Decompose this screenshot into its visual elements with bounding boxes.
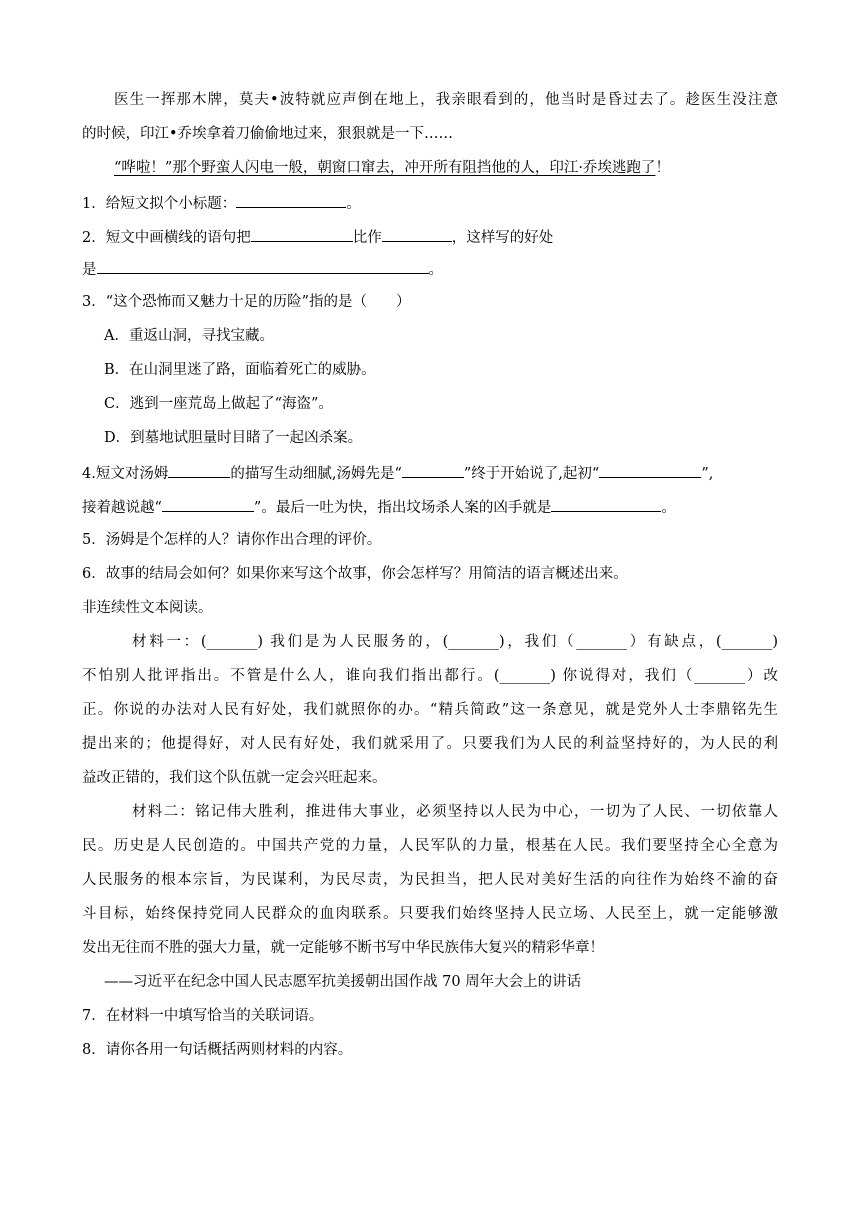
question-4-text-c: ”终于开始说了,起初“	[463, 466, 600, 482]
underlined-sentence: “哗啦！”那个野蛮人闪电一般，朝窗口窜去，冲开所有阻挡他的人，印江·乔埃逃跑了	[114, 160, 656, 176]
material-2-line-1: 材料二：铭记伟大胜利，推进伟大事业，必须坚持以人民为中心，一切为了人民、一切依靠人	[132, 804, 778, 820]
question-2-blank-3[interactable]	[97, 258, 429, 274]
question-2-blank-1[interactable]	[251, 226, 353, 242]
question-1-text: 1．给短文拟个小标题：	[82, 196, 237, 212]
material-1-line-3: 正。你说的办法对人民有好处，我们就照你的办。“精兵简政”这一条意见，就是党外人士李鼎铭先生	[82, 702, 778, 718]
question-2-end: 。	[428, 262, 443, 278]
question-3-option-c: C．逃到一座荒岛上做起了“海盗”。	[104, 396, 333, 412]
question-3-option-a: A．重返山洞，寻找宝藏。	[104, 328, 274, 344]
question-8: 8．请你各用一句话概括两则材料的内容。	[82, 1042, 353, 1058]
exclamation-mark: ！	[655, 160, 670, 176]
material-2-line-4: 斗目标，始终保持党同人民群众的血肉联系。只要我们始终坚持人民立场、人民至上，就一定能够激	[82, 906, 778, 922]
question-4-text-d: ”,	[701, 466, 714, 482]
question-1-end: 。	[346, 196, 361, 212]
question-3-option-d: D．到墓地试胆量时目睹了一起凶杀案。	[104, 430, 363, 446]
material-1-line-2: 不怕别人批评指出。不管是什么人，谁向我们指出都行。(_______) 你说得对，我们（_______）改	[82, 668, 778, 684]
question-7: 7．在材料一中填写恰当的关联词语。	[82, 1008, 324, 1024]
material-1-line-1: 材料一：(_______) 我们是为人民服务的，(_______)，我们（_______）有缺点，(_______)	[132, 634, 778, 650]
question-4-text-a: 4.短文对汤姆	[82, 466, 169, 482]
question-5: 5．汤姆是个怎样的人？请你作出合理的评价。	[82, 532, 382, 548]
question-2-blank-2[interactable]	[382, 226, 452, 242]
question-1-blank[interactable]	[236, 192, 346, 208]
material-1-line-4: 提出来的；他提得好，对人民有好处，我们就采用了。只要我们为人民的利益坚持好的，为人民的利	[82, 736, 778, 752]
question-4-line-2	[82, 496, 676, 518]
question-4-text-b: 的描写生动细腻,汤姆先是“	[230, 466, 402, 482]
question-4-blank-1[interactable]	[168, 462, 230, 478]
question-4	[82, 462, 713, 484]
question-6: 6．故事的结局会如何？如果你来写这个故事，你会怎样写？用简洁的语言概述出来。	[82, 566, 628, 582]
material-2-line-3: 人民服务的根本宗旨，为民谋利，为民尽责，为民担当，把人民对美好生活的向往作为始终不渝的奋	[82, 872, 778, 888]
question-4-text-e: 接着越说越“	[82, 500, 162, 516]
question-4-blank-4[interactable]	[162, 496, 254, 512]
question-3: 3．“这个恐怖而又魅力十足的历险”指的是（ ）	[82, 294, 411, 310]
question-3-option-b: B．在山洞里迷了路，面临着死亡的威胁。	[104, 362, 376, 378]
question-2-text-b: 比作	[352, 230, 382, 246]
question-2-line-2	[82, 258, 443, 280]
question-4-blank-5[interactable]	[551, 496, 661, 512]
question-4-blank-3[interactable]	[599, 462, 701, 478]
material-2-source: ——习近平在纪念中国人民志愿军抗美援朝出国作战 70 周年大会上的讲话	[104, 974, 582, 990]
question-2	[82, 226, 553, 248]
question-2-text: 2．短文中画横线的语句把	[82, 230, 251, 246]
material-2-line-5: 发出无往而不胜的强大力量，就一定能够不断书写中华民族伟大复兴的精彩华章！	[82, 940, 604, 956]
question-4-blank-2[interactable]	[402, 462, 464, 478]
question-1	[82, 192, 361, 214]
question-2-text-d: 是	[82, 262, 97, 278]
section-title: 非连续性文本阅读。	[82, 600, 213, 616]
material-2-line-2: 民。历史是人民创造的。中国共产党的力量，人民军队的力量，根基在人民。我们要坚持全心全意为	[82, 838, 778, 854]
story-paragraph-1-line-2: 的时候，印江•乔埃拿着刀偷偷地过来，狠狠就是一下……	[82, 126, 454, 142]
question-4-text-f: ”。最后一吐为快，指出坟场杀人案的凶手就是	[253, 500, 552, 516]
story-paragraph-1-line-1: 医生一挥那木牌，莫夫•波特就应声倒在地上，我亲眼看到的，他当时是昏过去了。趁医生没注意	[114, 92, 778, 108]
question-4-end: 。	[661, 500, 676, 516]
story-paragraph-2	[114, 158, 670, 178]
material-1-line-5: 益改正错的，我们这个队伍就一定会兴旺起来。	[82, 770, 387, 786]
question-2-text-c: ，这样写的好处	[451, 230, 554, 246]
